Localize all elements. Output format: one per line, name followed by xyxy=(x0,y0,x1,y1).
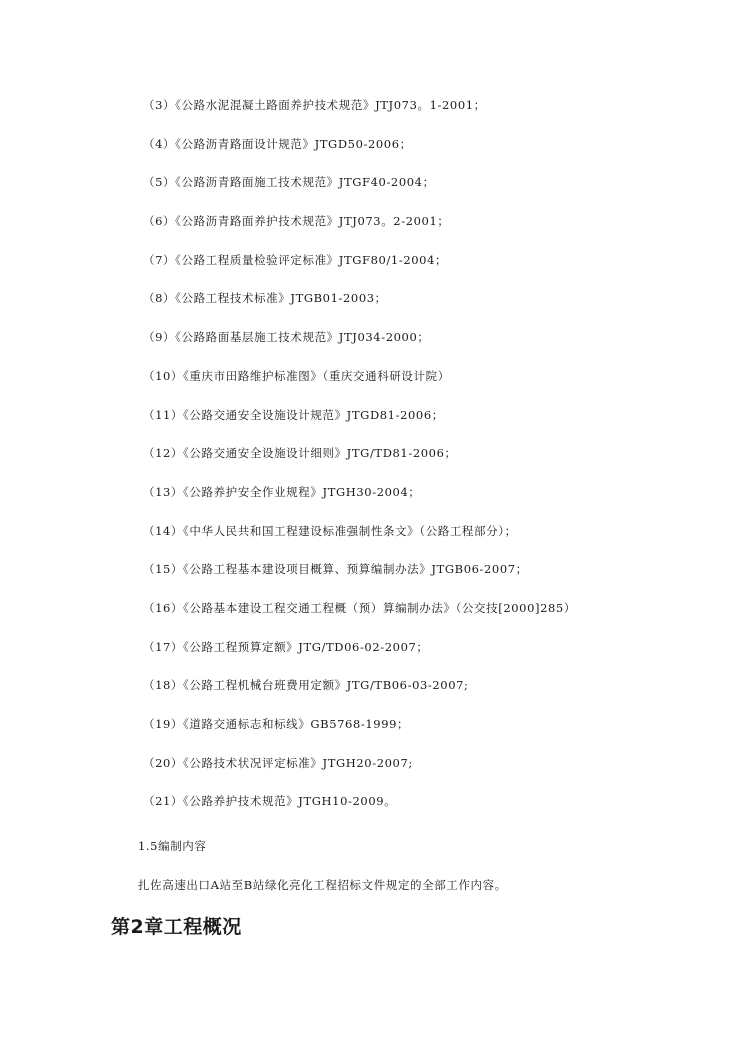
reference-item: （14）《中华人民共和国工程建设标准强制性条文》（公路工程部分）； xyxy=(143,523,517,538)
reference-item: （15）《公路工程基本建设项目概算、预算编制办法》JTGB06-2007； xyxy=(143,562,528,577)
reference-item: （20）《公路技术状况评定标准》JTGH20-2007; xyxy=(143,755,413,770)
reference-item: （17）《公路工程预算定额》JTG/TD06-02-2007； xyxy=(143,639,429,654)
reference-item: （18）《公路工程机械台班费用定额》JTG/TB06-03-2007; xyxy=(143,678,469,693)
reference-item: （19）《道路交通标志和标线》GB5768-1999； xyxy=(143,717,410,731)
reference-item: （9）《公路路面基层施工技术规范》JTJ034-2000； xyxy=(143,330,430,345)
reference-item: （16）《公路基本建设工程交通工程概（预）算编制办法》（公交技[2000]285） xyxy=(143,600,576,615)
reference-item: （11）《公路交通安全设施设计规范》JTGD81-2006； xyxy=(143,407,444,422)
reference-item: （7）《公路工程质量检验评定标准》JTGF80/1-2004； xyxy=(143,252,448,267)
reference-item: （4）《公路沥青路面设计规范》JTGD50-2006； xyxy=(143,136,412,151)
reference-item: （21）《公路养护技术规范》JTGH10-2009。 xyxy=(143,794,397,809)
reference-item: （5）《公路沥青路面施工技术规范》JTGF40-2004； xyxy=(143,175,435,190)
reference-item: （12）《公路交通安全设施设计细则》JTG/TD81-2006； xyxy=(143,446,457,461)
reference-item: （13）《公路养护安全作业规程》JTGH30-2004； xyxy=(143,484,421,499)
section-heading: 1.5编制内容 xyxy=(138,839,207,853)
reference-item: （6）《公路沥青路面养护技术规范》JTJ073。2-2001； xyxy=(143,214,450,229)
reference-item: （8）《公路工程技术标准》JTGB01-2003； xyxy=(143,291,387,306)
reference-item: （3）《公路水泥混凝土路面养护技术规范》JTJ073。1-2001； xyxy=(143,98,486,112)
chapter-title: 第2章工程概况 xyxy=(111,916,242,938)
section-body-paragraph: 扎佐高速出口A站至B站绿化亮化工程招标文件规定的全部工作内容。 xyxy=(138,878,507,892)
reference-list xyxy=(143,96,576,831)
reference-item: （10）《重庆市田路维护标准图》（重庆交通科研设计院） xyxy=(143,368,450,383)
